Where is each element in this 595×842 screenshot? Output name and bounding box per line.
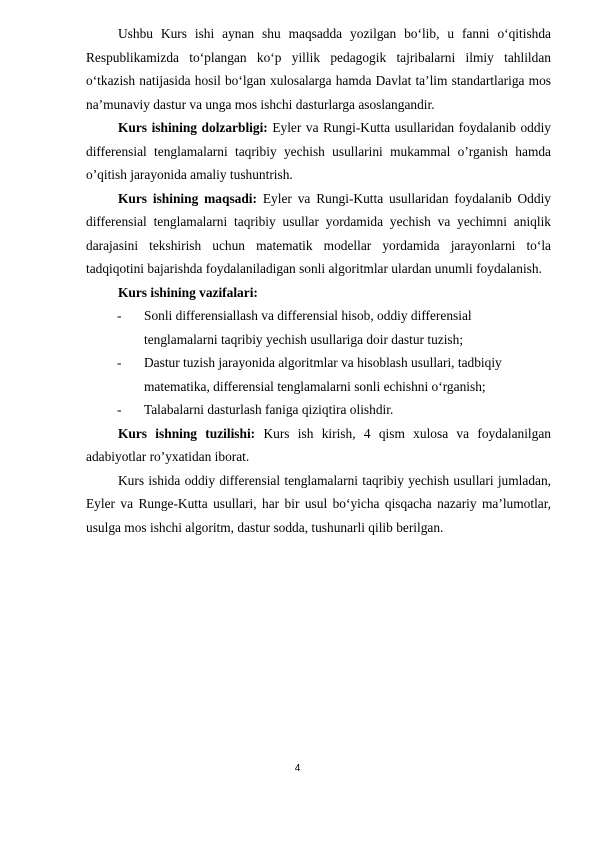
structure-paragraph xyxy=(86,422,551,469)
structure-label: Kurs ishning tuzilishi: xyxy=(118,425,256,441)
document-body xyxy=(86,22,551,539)
bullet-dash: - xyxy=(117,402,122,417)
intro-paragraph: Ushbu Kurs ishi aynan shu maqsadda yozilgan bo‘lib, u fanni o‘qitishda Respublikamizda to‘plangan ko‘p yillik pedagogik tajribalarni ilmiy tahlildan o‘tkazish natijasida hosil bo‘lgan xulosalarga hamda Davlat ta’lim standartlariga mos na’munaviy dastur va unga mos ishchi dasturlarga asoslangandir. xyxy=(86,26,551,112)
goal-label: Kurs ishining maqsadi: xyxy=(118,190,257,206)
list-item xyxy=(86,351,551,398)
structure-text: Kurs ish kirish, 4 qism xulosa va foydalanilgan adabiyotlar ro’yxatidan iborat. xyxy=(86,425,551,464)
page-number: 4 xyxy=(294,763,301,774)
relevance-label: Kurs ishining dolzarbligi: xyxy=(118,120,268,135)
relevance-paragraph xyxy=(86,116,551,187)
list-item-text: Dastur tuzish jarayonida algoritmlar va hisoblash usullari, tadbiqiy matematika, differensial tenglamalarni sonli echishni o‘rganish; xyxy=(144,355,502,394)
list-item-text: Sonli differensiallash va differensial hisob, oddiy differensial tenglamalarni taqribiy yechish usullariga doir dastur tuzish; xyxy=(144,308,472,347)
list-item xyxy=(86,398,551,422)
tasks-list xyxy=(86,304,551,422)
goal-paragraph xyxy=(86,187,551,281)
list-item xyxy=(86,304,551,351)
list-item-text: Talabalarni dasturlash faniga qiziqtira olishdir. xyxy=(144,402,394,417)
relevance-text: Eyler va Rungi-Kutta usullaridan foydalanib oddiy differensial tenglamalarni taqribiy yechish usullarini mukammal o’rganish hamda o’qitish jarayonida amaliy tushuntrish. xyxy=(86,120,551,182)
goal-text: Eyler va Rungi-Kutta usullaridan foydalanib Oddiy differensial tenglamalarni taqribiy usullar yordamida yechish va yechimni aniqlik darajasini tekshirish uchun matematik modellar yordamida jarayonlarni to‘la tadqiqotini bajarishda foydalaniladigan sonli algoritmlar ulardan unumli foydalanish. xyxy=(86,190,551,276)
bullet-dash: - xyxy=(117,308,122,323)
summary-paragraph: Kurs ishida oddiy differensial tenglamalarni taqribiy yechish usullari jumladan, Eyler va Runge-Kutta usullari, har bir usul bo‘yicha qisqacha nazariy ma’lumotlar, usulga mos ishchi algoritm, dastur sodda, tushunarli qilib berilgan. xyxy=(86,472,551,535)
bullet-dash: - xyxy=(117,355,122,370)
tasks-heading: Kurs ishining vazifalari: xyxy=(118,284,258,300)
